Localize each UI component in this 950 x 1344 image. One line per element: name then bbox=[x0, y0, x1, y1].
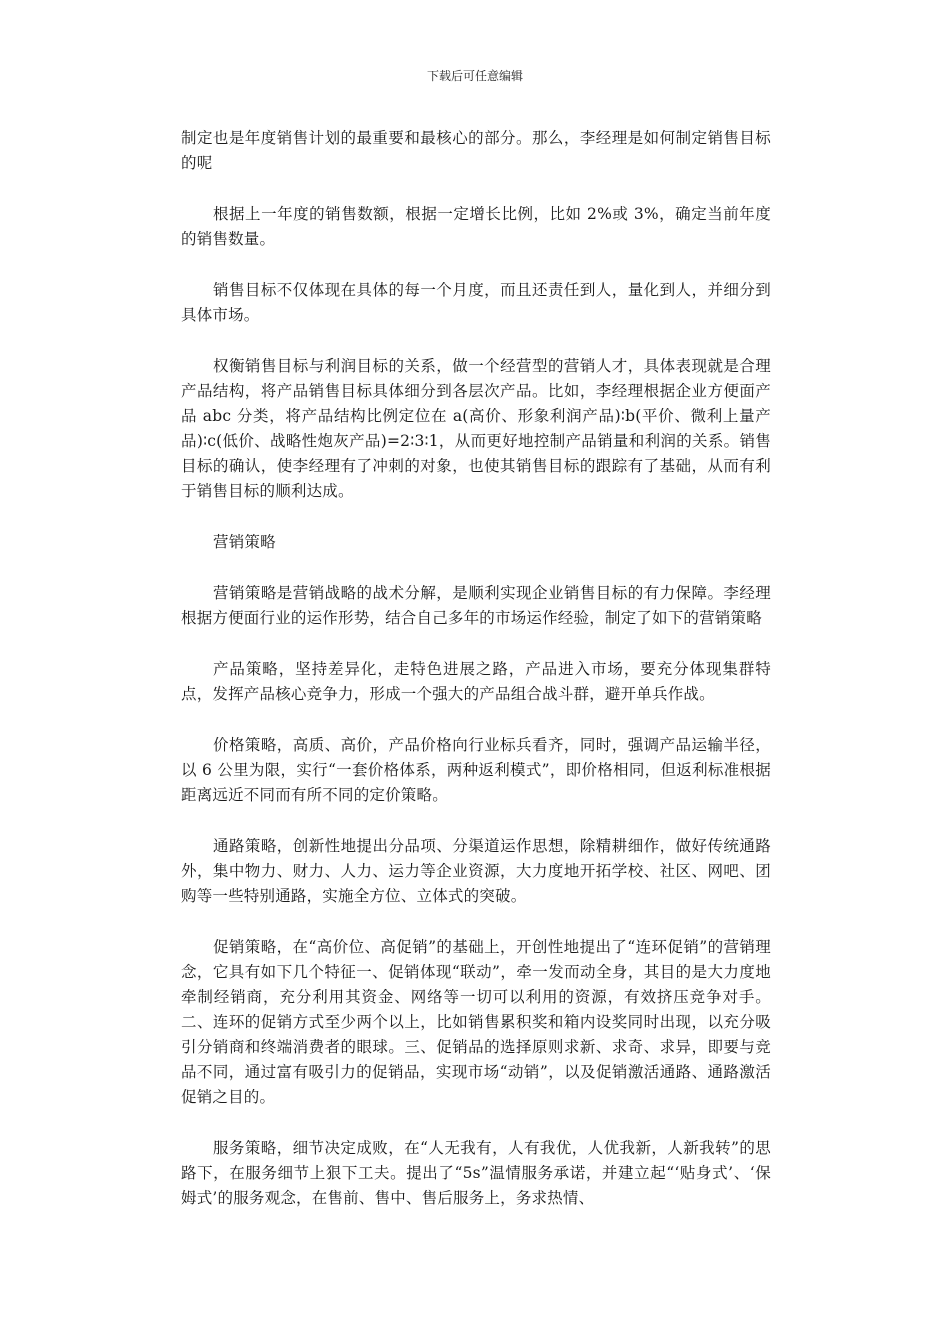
page-header-note: 下载后可任意编辑 bbox=[426, 69, 523, 83]
paragraph: 根据上一年度的销售数额，根据一定增长比例，比如 2%或 3%，确定当前年度的销售数量。 bbox=[181, 205, 771, 248]
paragraph: 权衡销售目标与利润目标的关系，做一个经营型的营销人才，具体表现就是合理产品结构，将产品销售目标具体细分到各层次产品。比如，李经理根据企业方便面产品 abc 分类，将产品结构比例定位在 a(高价、形象利润产品)∶b(平价、微利上量产品)∶c(低价、战略性炮灰产品)=2∶3∶1，从而更好地控制产品销量和利润的关系。销售目标的确认，使李经理有了冲刺的对象，也使其销售目标的跟踪有了基础，从而有利于销售目标的顺利达成。 bbox=[181, 357, 771, 500]
paragraph: 促销策略，在“高价位、高促销”的基础上，开创性地提出了“连环促销”的营销理念，它具有如下几个特征一、促销体现“联动”，牵一发而动全身，其目的是大力度地牵制经销商，充分利用其资金、网络等一切可以利用的资源，有效挤压竞争对手。二、连环的促销方式至少两个以上，比如销售累积奖和箱内设奖同时出现，以充分吸引分销商和终端消费者的眼球。三、促销品的选择原则求新、求奇、求异，即要与竞品不同，通过富有吸引力的促销品，实现市场“动销”，以及促销激活通路、通路激活促销之目的。 bbox=[181, 938, 771, 1106]
paragraph: 服务策略，细节决定成败，在“人无我有，人有我优，人优我新，人新我转”的思路下，在服务细节上狠下工夫。提出了“5s”温情服务承诺，并建立起“‘贴身式’、‘保姆式’的服务观念，在售前、售中、售后服务上，务求热情、 bbox=[181, 1139, 771, 1207]
paragraph: 销售目标不仅体现在具体的每一个月度，而且还责任到人，量化到人，并细分到具体市场。 bbox=[181, 281, 771, 324]
document-body bbox=[181, 126, 771, 1237]
paragraph: 营销策略是营销战略的战术分解，是顺利实现企业销售目标的有力保障。李经理根据方便面行业的运作形势，结合自己多年的市场运作经验，制定了如下的营销策略 bbox=[181, 584, 771, 627]
paragraph: 产品策略，坚持差异化，走特色进展之路，产品进入市场，要充分体现集群特点，发挥产品核心竞争力，形成一个强大的产品组合战斗群，避开单兵作战。 bbox=[181, 660, 771, 703]
paragraph: 价格策略，高质、高价，产品价格向行业标兵看齐，同时，强调产品运输半径，以 6 公里为限，实行“一套价格体系，两种返利模式”，即价格相同，但返利标准根据距离远近不同而有所不同的定价策略。 bbox=[181, 736, 771, 804]
paragraph: 通路策略，创新性地提出分品项、分渠道运作思想，除精耕细作，做好传统通路外，集中物力、财力、人力、运力等企业资源，大力度地开拓学校、社区、网吧、团购等一些特别通路，实施全方位、立体式的突破。 bbox=[181, 837, 771, 905]
paragraph: 制定也是年度销售计划的最重要和最核心的部分。那么，李经理是如何制定销售目标的呢 bbox=[181, 129, 771, 172]
section-heading: 营销策略 bbox=[213, 533, 276, 551]
